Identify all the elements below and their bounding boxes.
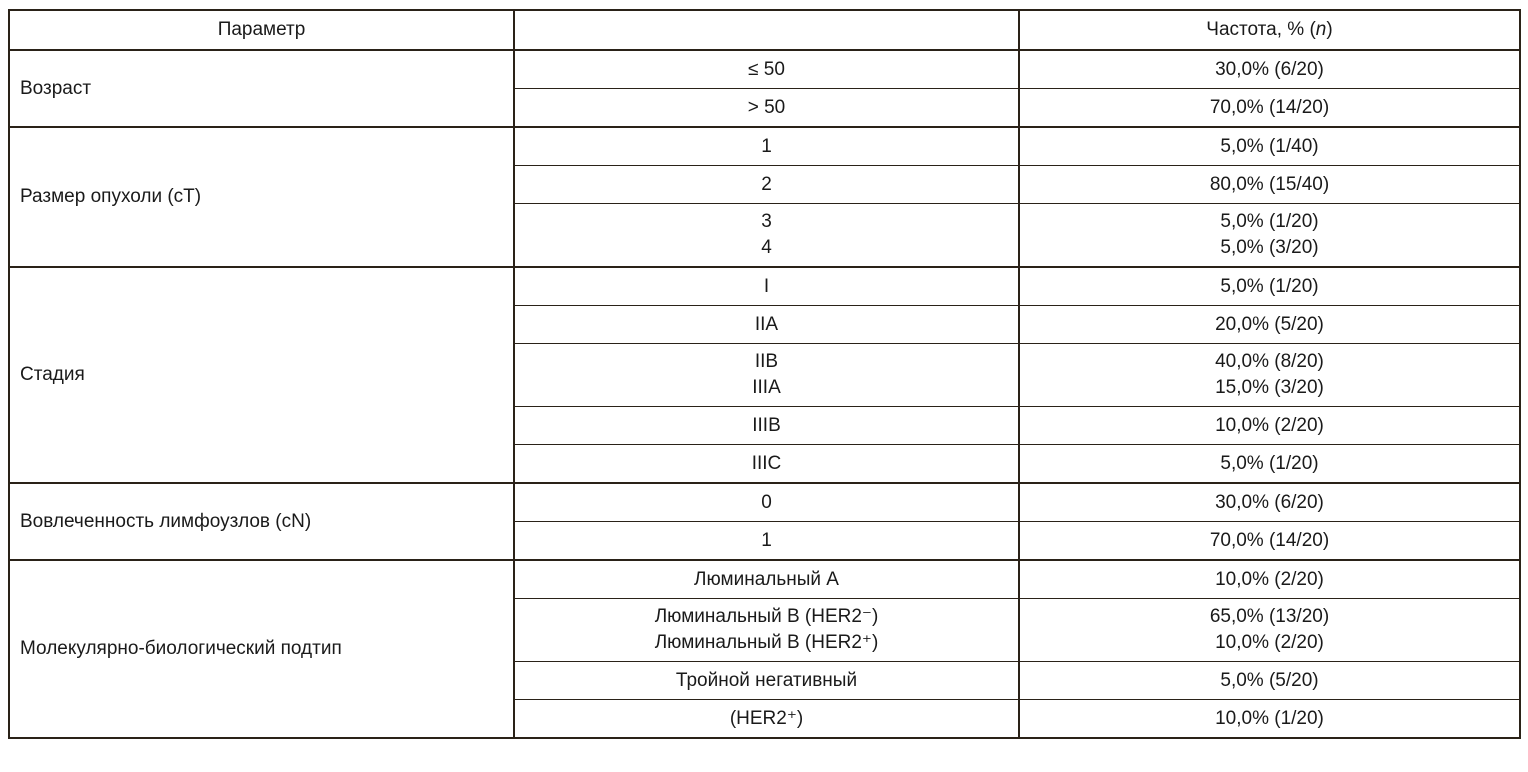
frequency-text: 5,0% (5/20) (1220, 669, 1319, 691)
frequency-text: 70,0% (14/20) (1209, 529, 1330, 551)
subcategory-cell (514, 89, 1019, 128)
subcategory-text: IIIA (752, 377, 781, 398)
frequency-text: 5,0% (3/20) (1220, 237, 1319, 258)
frequency-cell (1019, 599, 1520, 662)
frequency-text: 30,0% (6/20) (1215, 491, 1324, 513)
subcategory-text: Люминальный B (HER2⁺) (654, 632, 879, 653)
subcategory-cell (514, 166, 1019, 204)
subcategory-text: 1 (761, 135, 772, 157)
frequency-cell (1019, 344, 1520, 407)
frequency-cell (1019, 166, 1520, 204)
table-row (9, 267, 1520, 306)
frequency-cell (1019, 407, 1520, 445)
subcategory-cell (514, 204, 1019, 268)
frequency-cell (1019, 306, 1520, 344)
frequency-text: 5,0% (1/20) (1220, 275, 1319, 297)
subcategory-text: 2 (761, 173, 772, 195)
frequency-text: 10,0% (1/20) (1215, 707, 1324, 729)
subcategory-cell (514, 599, 1019, 662)
frequency-text: 40,0% (8/20) (1215, 351, 1324, 372)
frequency-cell (1019, 127, 1520, 166)
frequency-text: 5,0% (1/40) (1220, 135, 1319, 157)
subcategory-text: (HER2⁺) (729, 707, 804, 729)
subcategory-cell (514, 127, 1019, 166)
subcategory-text: > 50 (747, 96, 786, 118)
parameter-cell: Стадия (9, 267, 514, 483)
frequency-text: 80,0% (15/40) (1209, 173, 1330, 195)
table-header-row (9, 10, 1520, 50)
subcategory-cell (514, 267, 1019, 306)
frequency-text: 10,0% (2/20) (1215, 568, 1324, 590)
frequency-cell (1019, 662, 1520, 700)
subcategory-text: IIIC (751, 452, 782, 474)
subcategory-cell (514, 700, 1019, 739)
subcategory-cell (514, 344, 1019, 407)
subcategory-text: 4 (761, 237, 772, 258)
subcategory-text: I (763, 275, 770, 297)
subcategory-text: 0 (761, 491, 772, 513)
frequency-table (8, 9, 1521, 739)
subcategory-cell (514, 483, 1019, 522)
header-subcategory (514, 10, 1019, 50)
frequency-text: 30,0% (6/20) (1215, 58, 1324, 80)
frequency-cell (1019, 267, 1520, 306)
parameter-cell: Размер опухоли (cT) (9, 127, 514, 267)
header-frequency-n: n (1315, 19, 1327, 40)
subcategory-cell (514, 306, 1019, 344)
frequency-cell (1019, 700, 1520, 739)
table-row (9, 50, 1520, 89)
subcategory-cell (514, 50, 1019, 89)
subcategory-text: IIA (754, 313, 779, 335)
table-body (9, 50, 1520, 738)
frequency-text: 10,0% (2/20) (1215, 632, 1324, 653)
subcategory-cell (514, 445, 1019, 484)
frequency-text: 15,0% (3/20) (1215, 377, 1324, 398)
parameter-cell: Возраст (9, 50, 514, 127)
table-row (9, 127, 1520, 166)
header-frequency (1019, 10, 1520, 50)
table-row (9, 483, 1520, 522)
parameter-cell: Молекулярно-биологический подтип (9, 560, 514, 738)
subcategory-text: Люминальный A (694, 568, 839, 590)
subcategory-cell (514, 407, 1019, 445)
frequency-cell (1019, 89, 1520, 128)
header-frequency-suffix: ) (1326, 19, 1333, 40)
subcategory-text: 3 (761, 211, 772, 232)
subcategory-text: Тройной негативный (675, 669, 858, 691)
frequency-cell (1019, 560, 1520, 599)
frequency-text: 70,0% (14/20) (1209, 96, 1330, 118)
subcategory-cell (514, 522, 1019, 561)
table-row (9, 560, 1520, 599)
subcategory-text: Люминальный B (HER2⁻) (654, 606, 879, 627)
subcategory-text: ≤ 50 (748, 58, 785, 80)
frequency-cell (1019, 445, 1520, 484)
parameter-cell: Вовлеченность лимфоузлов (cN) (9, 483, 514, 560)
subcategory-text: IIIB (752, 414, 781, 436)
frequency-cell (1019, 50, 1520, 89)
frequency-text: 10,0% (2/20) (1215, 414, 1324, 436)
frequency-cell (1019, 483, 1520, 522)
subcategory-text: IIB (754, 351, 779, 372)
header-frequency-prefix: Частота, % ( (1206, 19, 1316, 40)
frequency-text: 65,0% (13/20) (1209, 606, 1330, 627)
frequency-text: 20,0% (5/20) (1215, 313, 1324, 335)
frequency-text: 5,0% (1/20) (1220, 452, 1319, 474)
subcategory-cell (514, 560, 1019, 599)
frequency-cell (1019, 522, 1520, 561)
header-parameter: Параметр (9, 10, 514, 50)
frequency-text: 5,0% (1/20) (1220, 211, 1319, 232)
subcategory-text: 1 (761, 529, 772, 551)
subcategory-cell (514, 662, 1019, 700)
frequency-cell (1019, 204, 1520, 268)
